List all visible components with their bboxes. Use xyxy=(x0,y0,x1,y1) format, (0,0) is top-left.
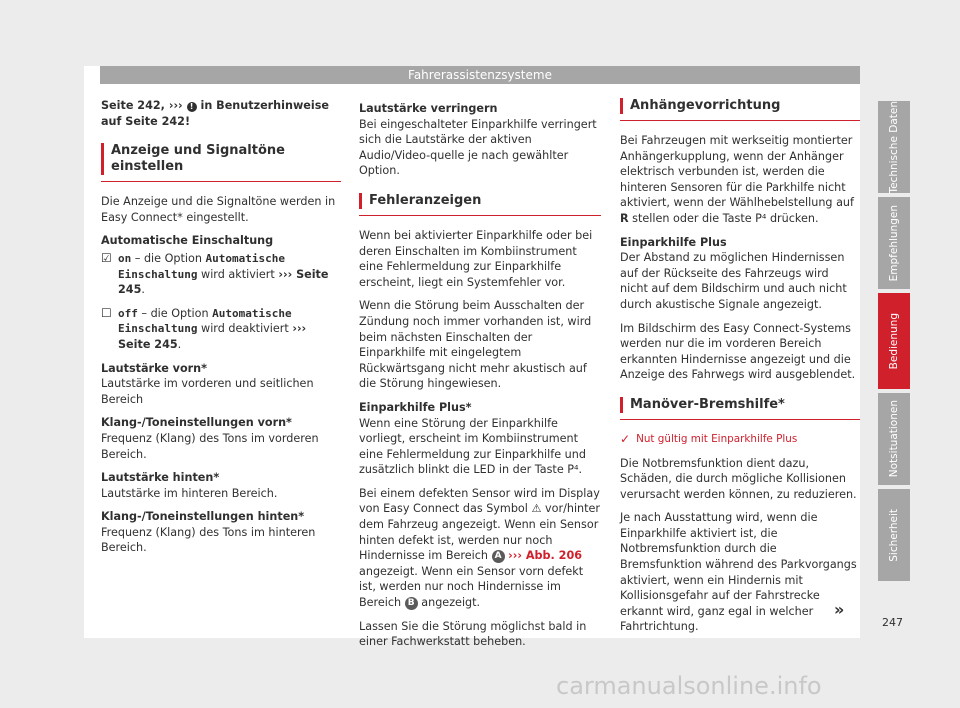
workshop-text: Lassen Sie die Störung möglichst bald in einer Fachwerkstatt beheben. xyxy=(359,619,587,649)
tone-rear-heading: Klang-/Toneinstellungen hinten* xyxy=(101,510,305,524)
vol-reduce-text: Bei eingeschalteter Einparkhilfe verringert sich die Lautstärke der aktiven Audio/Video-quelle je nach gewählter Option. xyxy=(359,117,597,178)
chapter-tabs xyxy=(878,101,910,585)
section-title: Manöver-Bremshilfe* xyxy=(620,397,860,413)
tab-empfehlungen[interactable]: Empfehlungen xyxy=(878,197,910,289)
intro-text: Die Anzeige und die Signaltöne werden in Easy Connect* eingestellt. xyxy=(101,195,336,224)
brake-text-1: Die Notbremsfunktion dient dazu, Schäden, die durch mögliche Kollisionen verursacht werden können, zu reduzieren. xyxy=(620,456,857,501)
brake-text-2: Je nach Ausstattung wird, wenn die Einparkhilfe aktiviert ist, die Notbremsfunktion durch die Bremsfunktion während des Parkvorgangs aktiviert, wenn ein Hindernis mit Kollisionsgefahr auf der Fahrstrecke erkannt wird, ganz egal in welcher Fahrtrichtung. xyxy=(620,511,857,634)
section-brake-assist xyxy=(620,397,860,420)
column-middle xyxy=(359,101,601,658)
vol-rear-text: Lautstärke im hinteren Bereich. xyxy=(101,486,278,500)
area-b-badge: B xyxy=(405,597,418,610)
area-a-badge: A xyxy=(492,550,505,563)
tab-technische-daten[interactable]: Technische Daten xyxy=(878,101,910,193)
parking-button-icon: P⁴ xyxy=(567,463,579,477)
vol-front-text: Lautstärke im vorderen und seitlichen Bereich xyxy=(101,377,314,406)
vol-reduce-heading: Lautstärke verringern xyxy=(359,102,498,115)
error-text-2: Wenn die Störung beim Ausschalten der Zündung noch immer vorhanden ist, wird beim nächsten Einschalten der Einparkhilfe mit eingelegtem Rückwärtsgang nicht mehr akustisch auf die Störung hingewiesen. xyxy=(359,299,592,391)
plus-heading: Einparkhilfe Plus xyxy=(620,235,727,249)
section-title: Fehleranzeigen xyxy=(359,193,601,209)
plus-text-2: Im Bildschirm des Easy Connect-Systems werden nur die im vorderen Bereich erkannten Hindernisse angezeigt und die Anzeige des Fahrwegs wird ausgeblendet. xyxy=(620,321,856,382)
tab-bedienung[interactable]: Bedienung xyxy=(878,293,910,389)
continue-arrow-icon: » xyxy=(834,600,845,619)
reference-note: Seite 242, ››› ! in Benutzerhinweise auf Seite 242! xyxy=(101,99,329,128)
checkbox-empty-icon: ☐ xyxy=(101,305,112,320)
page-header: Fahrerassistenzsysteme xyxy=(100,66,860,84)
checkbox-checked-icon: ☑ xyxy=(101,250,112,265)
section-errors xyxy=(359,193,601,216)
vol-front-heading: Lautstärke vorn* xyxy=(101,361,207,375)
tone-front-text: Frequenz (Klang) des Tons im vorderen Bereich. xyxy=(101,431,319,461)
error-text-1: Wenn bei aktivierter Einparkhilfe oder bei deren Einschalten im Kombiinstrument eine Fehlermeldung zur Einparkhilfe erscheint, liegt ein Systemfehler vor. xyxy=(359,228,593,289)
column-left xyxy=(101,98,341,564)
validity-note: ✓ Nut gültig mit Einparkhilfe Plus xyxy=(620,431,798,446)
section-display-signals xyxy=(101,143,341,182)
vol-rear-heading: Lautstärke hinten* xyxy=(101,471,220,485)
figure-link[interactable]: ››› Abb. 206 xyxy=(508,549,583,563)
sensor-text: Bei einem defekten Sensor wird im Display von Easy Connect das Symbol ⚠ vor/hinter dem Fahrzeug angezeigt. Wenn ein Sensor hinten defekt ist, werden nur noch Hindernisse im Bereich A ››› Abb. 206 angezeigt. Wenn ein Sensor vorn defekt ist, werden nur noch Hindernisse im Bereich B angezeigt. xyxy=(359,486,601,610)
section-trailer xyxy=(620,98,860,121)
tab-sicherheit[interactable]: Sicherheit xyxy=(878,489,910,581)
page-link[interactable]: ››› Seite 245 xyxy=(118,267,329,297)
page-link[interactable]: ››› Seite 245 xyxy=(118,322,307,351)
parking-button-icon: P⁴ xyxy=(755,211,767,225)
tone-front-heading: Klang-/Toneinstellungen vorn* xyxy=(101,416,292,430)
plus-heading: Einparkhilfe Plus* xyxy=(359,400,472,414)
tone-rear-text: Frequenz (Klang) des Tons im hinteren Bereich. xyxy=(101,525,316,555)
column-right xyxy=(620,98,860,643)
checkmark-icon: ✓ xyxy=(620,431,631,446)
section-title: Anhängevorrichtung xyxy=(620,98,860,114)
warning-icon: ⚠ xyxy=(531,502,542,516)
section-title: Anzeige und Signaltöne einstellen xyxy=(101,143,341,175)
page-number: 247 xyxy=(882,616,903,629)
option-on: ☑ on – die Option Automatische Einschaltung wird aktiviert ››› Seite 245. xyxy=(101,250,329,297)
watermark: carmanualsonline.info xyxy=(556,672,822,700)
info-icon: ! xyxy=(187,102,197,112)
trailer-text: Bei Fahrzeugen mit werkseitig montierter Anhängerkupplung, wenn der Anhänger elektrisch verbunden ist, werden die hinteren Sensoren für die Parkhilfe nicht aktiviert, wenn der Wählhebelstellung auf R stellen oder die Taste P⁴ drücken. xyxy=(620,134,854,225)
auto-heading: Automatische Einschaltung xyxy=(101,234,274,248)
option-off: ☐ off – die Option Automatische Einschaltung wird deaktiviert ››› Seite 245. xyxy=(101,305,307,351)
plus-text: Wenn eine Störung der Einparkhilfe vorliegt, erscheint im Kombiinstrument eine Fehlermeldung zur Einparkhilfe und zusätzlich blinkt die LED in der Taste P⁴. xyxy=(359,416,586,477)
plus-text-1: Der Abstand zu möglichen Hindernissen auf der Rückseite des Fahrzeugs wird nicht auf dem Bildschirm und auch nicht durch akustische Signale angezeigt. xyxy=(620,251,847,311)
tab-notsituationen[interactable]: Notsituationen xyxy=(878,393,910,485)
